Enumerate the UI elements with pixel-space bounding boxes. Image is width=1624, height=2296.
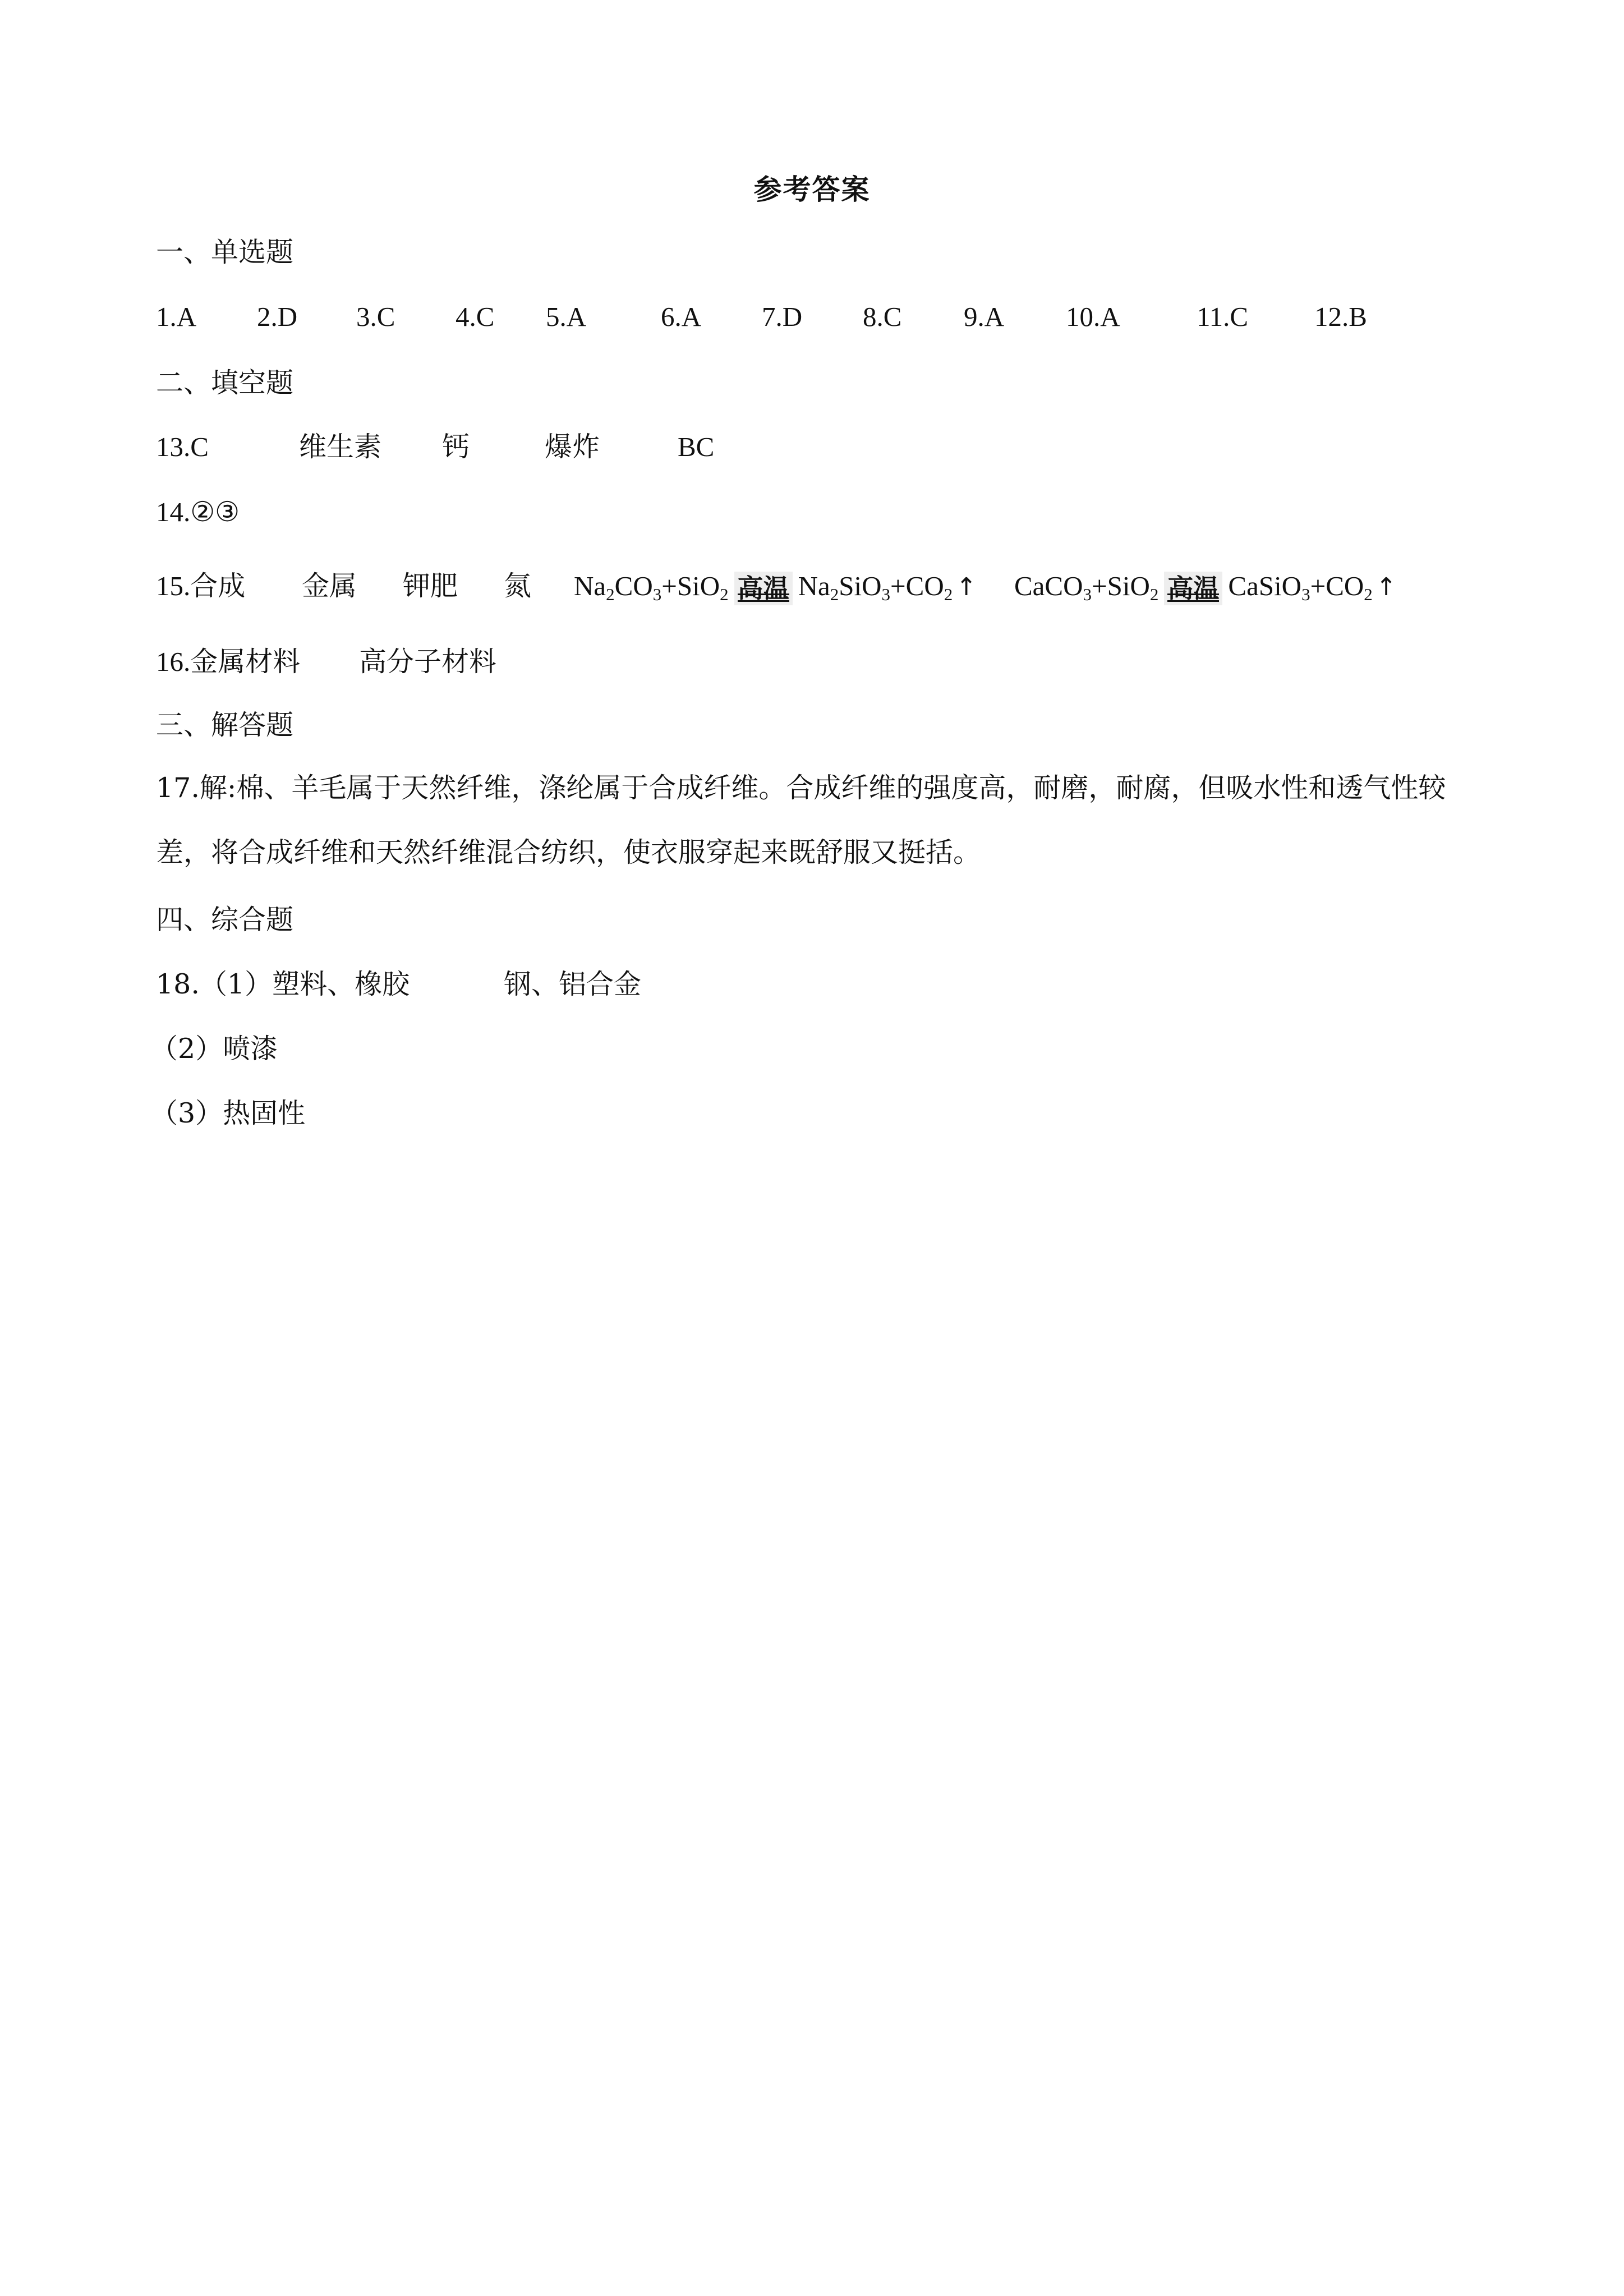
mcq-answer: 11.C xyxy=(1197,301,1249,332)
formula-part: CaCO xyxy=(1014,570,1083,601)
q18-part-1a: 18.（1）塑料、橡胶 xyxy=(156,968,410,1000)
formula-part: SiO xyxy=(839,570,882,601)
mcq-answer: 12.B xyxy=(1314,301,1367,332)
mcq-answer: 7.D xyxy=(762,301,803,332)
formula-part: Na xyxy=(574,570,606,601)
q16-answer-1: 金属材料 xyxy=(190,646,301,678)
subscript: 2 xyxy=(1149,585,1159,604)
q18-row-1 xyxy=(156,965,642,1004)
q14-number: 14. xyxy=(156,496,191,527)
q13-answer-3: 钙 xyxy=(442,431,470,463)
formula-part: +SiO xyxy=(661,570,720,601)
mcq-answer: 10.A xyxy=(1066,301,1120,332)
reaction-condition-high-temp xyxy=(734,572,793,605)
mcq-answer: 2.D xyxy=(257,301,298,332)
gas-arrow-icon: ↑ xyxy=(956,573,977,601)
q13-answer-1: C xyxy=(190,431,209,462)
subscript: 2 xyxy=(606,585,615,604)
q14-answer: ②③ xyxy=(190,496,240,528)
formula-part: +SiO xyxy=(1092,570,1150,601)
equals-bar-icon xyxy=(1167,593,1219,602)
subscript: 2 xyxy=(944,585,953,604)
q13-row xyxy=(156,427,715,467)
q15-answer-3: 钾肥 xyxy=(403,570,458,602)
formula-part: CO xyxy=(614,570,653,601)
subscript: 2 xyxy=(720,585,729,604)
mcq-answer: 4.C xyxy=(456,301,495,332)
section-heading-short-answer: 三、解答题 xyxy=(156,709,294,741)
q18-row-3: （3）热固性 xyxy=(150,1097,306,1129)
mcq-answer: 5.A xyxy=(546,301,587,332)
q13-answer-2: 维生素 xyxy=(299,431,382,463)
equals-bar-icon xyxy=(738,593,789,602)
gas-arrow-icon: ↑ xyxy=(1375,573,1397,601)
q13-answer-5: BC xyxy=(678,431,715,462)
q16-row xyxy=(156,642,497,682)
q15-row xyxy=(156,567,1397,606)
mcq-answer: 8.C xyxy=(863,301,902,332)
section-heading-single-choice: 一、单选题 xyxy=(156,236,294,268)
formula-part: Na xyxy=(798,570,830,601)
formula-part: +CO xyxy=(890,570,944,601)
q17-answer: 17.解:棉、羊毛属于天然纤维，涤纶属于合成纤维。合成纤维的强度高，耐磨，耐腐，但吸水性和透气性较差，将合成纤维和天然纤维混合纺织，使衣服穿起来既舒服又挺括。 xyxy=(156,772,1446,868)
q16-number: 16. xyxy=(156,646,191,677)
q13-answer-4: 爆炸 xyxy=(545,431,600,463)
q15-answer-4: 氮 xyxy=(504,570,532,602)
q18-part-1b: 钢、铝合金 xyxy=(504,968,642,1000)
q15-number: 15. xyxy=(156,570,191,601)
formula-part: +CO xyxy=(1310,570,1364,601)
condition-label: 高温 xyxy=(737,573,789,604)
reaction-condition-high-temp xyxy=(1164,572,1222,605)
mcq-answer: 1.A xyxy=(156,301,197,332)
subscript: 3 xyxy=(881,585,891,604)
q15-answer-1: 合成 xyxy=(190,570,246,602)
q13-number: 13. xyxy=(156,431,191,462)
equation-1 xyxy=(574,567,977,607)
subscript: 2 xyxy=(1364,585,1373,604)
q18-row-2: （2）喷漆 xyxy=(150,1033,278,1065)
q15-answer-2: 金属 xyxy=(302,570,357,602)
subscript: 3 xyxy=(1301,585,1310,604)
section-heading-fill-blank: 二、填空题 xyxy=(156,367,294,399)
q16-answer-2: 高分子材料 xyxy=(359,646,497,678)
subscript: 3 xyxy=(652,585,662,604)
mcq-answer: 6.A xyxy=(661,301,702,332)
page-title: 参考答案 xyxy=(753,173,871,206)
section-heading-comprehensive: 四、综合题 xyxy=(156,904,294,936)
condition-label: 高温 xyxy=(1167,573,1220,604)
mcq-answer: 9.A xyxy=(964,301,1005,332)
q14-row xyxy=(156,493,240,532)
subscript: 3 xyxy=(1083,585,1092,604)
formula-part: CaSiO xyxy=(1228,570,1302,601)
mcq-answer: 3.C xyxy=(356,301,395,332)
subscript: 2 xyxy=(830,585,839,604)
equation-2 xyxy=(1014,567,1397,607)
